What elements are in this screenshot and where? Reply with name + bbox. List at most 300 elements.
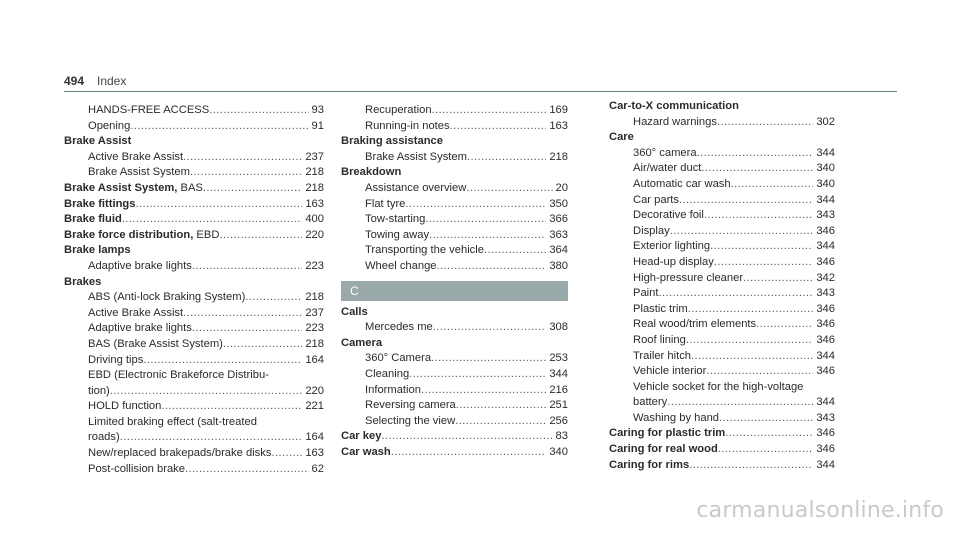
index-entry[interactable] (64, 290, 324, 306)
index-entry[interactable] (64, 150, 324, 166)
entry-page-number[interactable]: 218 (305, 181, 324, 194)
leader-dots (429, 228, 546, 244)
entry-term: tion) (88, 384, 110, 397)
leader-dots (185, 462, 309, 478)
leader-dots (437, 259, 547, 275)
entry-page-number[interactable]: 346 (816, 224, 835, 237)
leader-dots (143, 353, 302, 369)
entry-term: Towing away (365, 228, 430, 241)
leader-dots (203, 181, 302, 197)
entry-label (609, 426, 725, 442)
entry-page-number[interactable]: 308 (549, 321, 568, 334)
leader-dots (381, 429, 552, 445)
entry-page-number[interactable]: 346 (816, 365, 835, 378)
entry-label (88, 321, 192, 337)
entry-label (633, 146, 697, 162)
entry-term: New/replaced brakepads/brake disks (88, 447, 272, 460)
entry-term: Paint (633, 287, 659, 300)
index-entry[interactable] (64, 212, 324, 228)
entry-label (88, 368, 269, 384)
leader-dots (190, 165, 302, 181)
entry-term: Real wood/trim elements (633, 318, 757, 331)
entry-term: Car wash (341, 445, 391, 458)
index-entry[interactable] (609, 255, 835, 271)
entry-page-number[interactable]: 62 (311, 462, 324, 475)
entry-label (88, 306, 183, 322)
index-entry[interactable] (64, 275, 324, 291)
entry-term: Calls (341, 305, 368, 318)
leader-dots (421, 383, 546, 399)
entry-label (365, 351, 431, 367)
entry-term: Washing by hand (633, 411, 720, 424)
entry-page-number[interactable]: 350 (549, 197, 568, 210)
entry-page-number[interactable]: 344 (816, 349, 835, 362)
index-entry[interactable] (64, 368, 324, 384)
entry-label (633, 411, 719, 427)
index-entry[interactable] (609, 239, 835, 255)
index-entry[interactable] (64, 399, 324, 415)
index-entry[interactable] (341, 243, 568, 259)
entry-label (633, 193, 679, 209)
entry-page-number[interactable]: 220 (305, 228, 324, 241)
entry-page-number[interactable]: 343 (816, 209, 835, 222)
leader-dots (670, 224, 814, 240)
index-entry[interactable] (341, 150, 568, 166)
index-entry[interactable] (341, 134, 568, 150)
entry-page-number[interactable]: 344 (816, 193, 835, 206)
index-entry[interactable] (64, 321, 324, 337)
entry-term: Information (365, 383, 421, 396)
entry-label (88, 165, 190, 181)
index-entry[interactable] (64, 259, 324, 275)
entry-label (633, 115, 717, 131)
entry-term: BAS (Brake Assist System) (88, 337, 223, 350)
entry-suffix: EBD (193, 228, 220, 241)
index-entry[interactable] (64, 462, 324, 478)
entry-label (88, 462, 185, 478)
leader-dots (219, 228, 302, 244)
entry-label (633, 395, 667, 411)
leader-dots (271, 446, 302, 462)
entry-page-number[interactable]: 346 (816, 333, 835, 346)
entry-label (609, 99, 739, 115)
entry-term: Driving tips (88, 353, 144, 366)
entry-label (88, 430, 120, 446)
entry-term: Caring for rims (609, 458, 690, 471)
index-entry[interactable] (609, 364, 835, 380)
index-entry[interactable] (64, 415, 324, 431)
entry-page-number[interactable]: 164 (305, 353, 324, 366)
leader-dots (725, 426, 813, 442)
leader-dots (136, 197, 303, 213)
entry-label (64, 243, 131, 259)
leader-dots (756, 317, 813, 333)
entry-page-number[interactable]: 223 (305, 259, 324, 272)
leader-dots (718, 442, 814, 458)
entry-term: Brake Assist System (365, 150, 467, 163)
section-label: Index (97, 74, 127, 88)
entry-page-number[interactable]: 163 (305, 447, 324, 460)
index-entry[interactable] (341, 212, 568, 228)
index-entry[interactable] (609, 130, 835, 146)
entry-label (633, 364, 706, 380)
entry-label (633, 161, 701, 177)
index-entry[interactable] (64, 197, 324, 213)
index-entry[interactable] (609, 208, 835, 224)
leader-dots (691, 349, 813, 365)
entry-label (365, 259, 437, 275)
entry-page-number[interactable]: 346 (816, 302, 835, 315)
entry-term: Breakdown (341, 166, 402, 179)
entry-term: Tow-starting (365, 213, 426, 226)
entry-term: Reversing camera (365, 399, 456, 412)
entry-page-number[interactable]: 344 (549, 367, 568, 380)
header-divider (64, 91, 897, 92)
entry-term: High-pressure cleaner (633, 271, 744, 284)
entry-term: Flat tyre (365, 197, 406, 210)
index-entry[interactable] (609, 115, 835, 131)
entry-page-number[interactable]: 93 (311, 104, 324, 116)
entry-page-number[interactable]: 256 (549, 414, 568, 427)
leader-dots (679, 193, 813, 209)
index-entry[interactable] (64, 103, 324, 119)
entry-page-number[interactable]: 251 (549, 399, 568, 412)
index-entry[interactable] (609, 146, 835, 162)
entry-page-number[interactable]: 91 (311, 119, 324, 132)
entry-term: Roof lining (633, 333, 686, 346)
entry-label (341, 445, 391, 461)
leader-dots (405, 197, 546, 213)
entry-label (365, 103, 432, 119)
entry-page-number[interactable]: 346 (816, 318, 835, 331)
leader-dots (192, 321, 302, 337)
entry-page-number[interactable]: 366 (549, 213, 568, 226)
index-entry[interactable] (609, 442, 835, 458)
index-entry[interactable] (64, 430, 324, 446)
entry-label (64, 212, 122, 228)
index-entry[interactable] (341, 197, 568, 213)
index-entry[interactable] (64, 243, 324, 259)
entry-label (633, 317, 756, 333)
entry-term: Assistance overview (365, 181, 467, 194)
entry-term: Transporting the vehicle (365, 244, 484, 257)
leader-dots (409, 367, 546, 383)
index-entry[interactable] (64, 119, 324, 135)
entry-label (88, 399, 161, 415)
entry-term: Vehicle interior (633, 365, 707, 378)
index-entry[interactable] (341, 181, 568, 197)
leader-dots (689, 458, 813, 474)
entry-label (633, 208, 704, 224)
leader-dots (455, 414, 546, 430)
entry-suffix: BAS (177, 181, 203, 194)
index-entry[interactable] (609, 458, 835, 474)
entry-label (88, 290, 245, 306)
entry-term: Decorative foil (633, 209, 704, 222)
entry-term: Opening (88, 119, 131, 132)
entry-term: Exterior lighting (633, 240, 711, 253)
entry-term: Mercedes me (365, 321, 433, 334)
entry-page-number[interactable]: 223 (305, 322, 324, 335)
index-entry[interactable] (341, 351, 568, 367)
entry-term: Car key (341, 430, 382, 443)
entry-label (365, 181, 466, 197)
entry-label (365, 367, 409, 383)
entry-page-number[interactable]: 237 (305, 306, 324, 319)
entry-label (365, 150, 467, 166)
entry-page-number[interactable]: 363 (549, 228, 568, 241)
index-entry[interactable] (609, 161, 835, 177)
entry-term: HOLD function (88, 400, 162, 413)
entry-term: Brake lamps (64, 244, 131, 257)
entry-label (88, 446, 271, 462)
page-header (64, 70, 897, 92)
index-entry[interactable] (341, 165, 568, 181)
entry-term: Trailer hitch (633, 349, 692, 362)
leader-dots (122, 212, 303, 228)
entry-label (633, 271, 743, 287)
entry-label (341, 134, 443, 150)
entry-page-number[interactable]: 216 (549, 383, 568, 396)
entry-page-number[interactable]: 253 (549, 352, 568, 365)
entry-label (88, 353, 143, 369)
index-entry[interactable] (341, 228, 568, 244)
entry-page-number[interactable]: 340 (816, 177, 835, 190)
entry-page-number[interactable]: 342 (816, 271, 835, 284)
entry-page-number[interactable]: 163 (305, 197, 324, 210)
entry-label (609, 130, 634, 146)
index-entry[interactable] (341, 336, 568, 352)
leader-dots (697, 146, 814, 162)
index-entry[interactable] (64, 165, 324, 181)
leader-dots (743, 271, 813, 287)
entry-label (88, 259, 192, 275)
index-entry[interactable] (341, 119, 568, 135)
entry-label (341, 165, 401, 181)
entry-label (365, 383, 421, 399)
entry-page-number[interactable]: 380 (549, 259, 568, 272)
index-entry[interactable] (64, 306, 324, 322)
index-entry[interactable] (609, 177, 835, 193)
leader-dots (717, 115, 813, 131)
leader-dots (391, 445, 547, 461)
leader-dots (667, 395, 813, 411)
entry-term: Vehicle socket for the high-voltage (633, 380, 804, 393)
leader-dots (120, 430, 303, 446)
entry-term: Active Brake Assist (88, 306, 184, 319)
index-entry[interactable] (341, 445, 568, 461)
entry-page-number[interactable]: 344 (816, 240, 835, 253)
entry-label (64, 197, 136, 213)
leader-dots (110, 384, 303, 400)
entry-label (365, 228, 429, 244)
leader-dots (245, 290, 302, 306)
entry-term: Brake fluid (64, 213, 122, 226)
entry-page-number[interactable]: 344 (816, 396, 835, 409)
entry-term: HANDS-FREE ACCESS (88, 104, 210, 116)
index-entry[interactable] (609, 302, 835, 318)
entry-term: Cleaning (365, 367, 410, 380)
entry-term: Adaptive brake lights (88, 259, 192, 272)
entry-label (633, 255, 714, 271)
entry-term: Caring for plastic trim (609, 427, 726, 440)
entry-page-number[interactable]: 364 (549, 244, 568, 257)
leader-dots (223, 337, 302, 353)
entry-term: 360° Camera (365, 352, 432, 365)
entry-term: 360° camera (633, 146, 697, 159)
entry-page-number[interactable]: 343 (816, 287, 835, 300)
entry-term: Active Brake Assist (88, 150, 184, 163)
entry-page-number[interactable]: 164 (305, 431, 324, 444)
index-entry[interactable] (341, 383, 568, 399)
entry-label (365, 212, 425, 228)
index-entry[interactable] (341, 429, 568, 445)
entry-page-number[interactable]: 346 (816, 443, 835, 456)
entry-page-number[interactable]: 302 (816, 115, 835, 128)
entry-term: Brake force distribution, (64, 228, 194, 241)
index-entry[interactable] (341, 259, 568, 275)
entry-label (88, 150, 183, 166)
entry-term: Brake fittings (64, 197, 136, 210)
entry-label (88, 415, 257, 431)
entry-term: Brake Assist (64, 135, 132, 148)
page-number: 494 (64, 74, 85, 88)
entry-label (633, 239, 710, 255)
entry-page-number[interactable]: 218 (305, 337, 324, 350)
entry-label (633, 177, 731, 193)
leader-dots (731, 177, 814, 193)
entry-label (633, 380, 803, 396)
entry-label (64, 275, 101, 291)
leader-dots (161, 399, 302, 415)
entry-page-number[interactable]: 221 (305, 400, 324, 413)
entry-term: Caring for real wood (609, 443, 718, 456)
leader-dots (466, 181, 552, 197)
entry-label (609, 442, 718, 458)
leader-dots (719, 411, 813, 427)
index-entry[interactable] (341, 305, 568, 321)
index-entry[interactable] (609, 426, 835, 442)
entry-label (365, 320, 433, 336)
entry-label (88, 103, 209, 119)
index-entry[interactable] (64, 384, 324, 400)
leader-dots (686, 333, 813, 349)
leader-dots (432, 103, 547, 119)
entry-term: Brake Assist System (88, 166, 190, 179)
entry-label (88, 119, 130, 135)
index-entry[interactable] (341, 320, 568, 336)
entry-term: roads) (88, 431, 120, 444)
leader-dots (714, 255, 813, 271)
entry-term: Post-collision brake (88, 462, 186, 475)
entry-label (365, 119, 450, 135)
entry-page-number[interactable]: 346 (816, 255, 835, 268)
leader-dots (456, 398, 547, 414)
entry-page-number[interactable]: 169 (549, 104, 568, 116)
entry-term: Recuperation (365, 104, 432, 116)
index-entry[interactable] (609, 395, 835, 411)
index-entry[interactable] (64, 228, 324, 244)
index-entry[interactable] (609, 286, 835, 302)
index-entry[interactable] (341, 414, 568, 430)
leader-dots (688, 302, 814, 318)
entry-page-number[interactable]: 20 (555, 181, 568, 194)
index-entry[interactable] (609, 380, 835, 396)
index-entry[interactable] (64, 181, 324, 197)
entry-page-number[interactable]: 218 (305, 166, 324, 179)
entry-label (609, 458, 689, 474)
entry-label (64, 181, 203, 197)
watermark-logo: carmanualsonline.info (696, 498, 944, 523)
entry-page-number[interactable]: 163 (549, 119, 568, 132)
index-entry[interactable] (64, 446, 324, 462)
entry-page-number[interactable]: 346 (816, 427, 835, 440)
index-entry[interactable] (64, 134, 324, 150)
index-entry[interactable] (609, 411, 835, 427)
index-entry[interactable] (341, 367, 568, 383)
index-entry[interactable] (64, 353, 324, 369)
entry-term: ABS (Anti-lock Braking System) (88, 291, 246, 304)
index-entry[interactable] (609, 333, 835, 349)
leader-dots (433, 320, 547, 336)
index-entry[interactable] (609, 224, 835, 240)
entry-label (633, 286, 659, 302)
entry-label (341, 429, 381, 445)
leader-dots (183, 306, 302, 322)
entry-page-number[interactable]: 400 (305, 213, 324, 226)
index-entry[interactable] (64, 337, 324, 353)
leader-dots (209, 103, 308, 119)
index-column-1 (64, 103, 324, 477)
entry-term: Air/water duct (633, 162, 702, 175)
entry-term: Running-in notes (365, 119, 450, 132)
index-entry[interactable] (609, 271, 835, 287)
entry-label (88, 384, 110, 400)
leader-dots (130, 119, 308, 135)
entry-label (64, 228, 219, 244)
entry-term: Wheel change (365, 259, 437, 272)
entry-label (633, 349, 691, 365)
index-entry[interactable] (609, 99, 835, 115)
entry-term: Adaptive brake lights (88, 322, 192, 335)
entry-term: Head-up display (633, 255, 714, 268)
entry-page-number[interactable]: 220 (305, 384, 324, 397)
entry-page-number[interactable]: 340 (816, 162, 835, 175)
entry-label (365, 398, 456, 414)
entry-page-number[interactable]: 344 (816, 146, 835, 159)
index-entry[interactable] (609, 317, 835, 333)
entry-page-number[interactable]: 344 (816, 458, 835, 471)
leader-dots (710, 239, 813, 255)
entry-label (365, 243, 484, 259)
entry-label (633, 224, 670, 240)
entry-page-number[interactable]: 218 (305, 291, 324, 304)
entry-page-number[interactable]: 218 (549, 150, 568, 163)
entry-page-number[interactable]: 83 (555, 430, 568, 443)
index-entry[interactable] (609, 193, 835, 209)
entry-page-number[interactable]: 340 (549, 445, 568, 458)
entry-page-number[interactable]: 343 (816, 411, 835, 424)
entry-page-number[interactable]: 237 (305, 150, 324, 163)
entry-label (341, 305, 368, 321)
index-column-2 (341, 103, 568, 460)
entry-label (633, 302, 688, 318)
entry-term: Brakes (64, 275, 102, 288)
index-entry[interactable] (609, 349, 835, 365)
index-entry[interactable] (341, 398, 568, 414)
entry-term: EBD (Electronic Brakeforce Distribu- (88, 369, 269, 382)
index-entry[interactable] (341, 103, 568, 119)
